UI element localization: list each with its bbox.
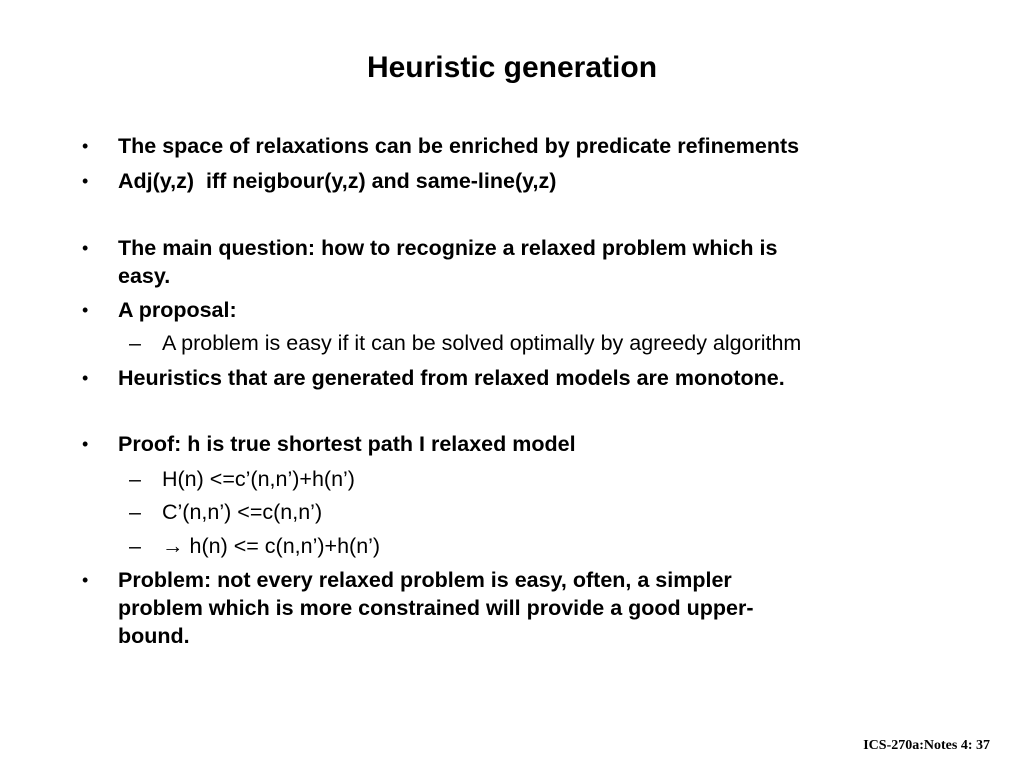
bullet-marker: • [82, 434, 89, 454]
bullet-text-continuation: bound. [118, 624, 190, 648]
bullet-text-continuation: easy. [118, 264, 171, 288]
slide-footer: ICS-270a:Notes 4: 37 [863, 738, 990, 753]
dash-marker: – [129, 331, 141, 355]
sub-bullet-text: h(n) <= c(n,n’)+h(n’) [189, 534, 381, 558]
bullet-text: A proposal: [118, 298, 237, 322]
sub-bullet-item [129, 329, 802, 357]
bullet-text: The main question: how to recognize a relaxed problem which is [118, 236, 778, 260]
bullet-marker: • [82, 171, 89, 191]
bullet-text: Proof: h is true shortest path I relaxed model [118, 432, 576, 456]
right-arrow-icon: → [162, 534, 184, 558]
bullet-text-continuation: problem which is more constrained will provide a good upper- [118, 596, 754, 620]
sub-bullet-text: A problem is easy if it can be solved optimally by agreedy algorithm [162, 331, 802, 355]
bullet-text: The space of relaxations can be enriched by predicate refinements [118, 134, 800, 158]
bullet-marker: • [82, 136, 89, 156]
bullet-item [82, 132, 800, 160]
sub-bullet-text: H(n) <=c’(n,n’)+h(n’) [162, 467, 355, 491]
sub-bullet-item [129, 532, 381, 560]
sub-bullet-item [129, 498, 323, 526]
bullet-item [82, 296, 237, 324]
bullet-item [82, 566, 732, 594]
bullet-text: Problem: not every relaxed problem is easy, often, a simpler [118, 568, 732, 592]
bullet-item [82, 234, 778, 262]
sub-bullet-item [129, 465, 355, 493]
bullet-item [82, 167, 557, 195]
slide-title: Heuristic generation [366, 51, 658, 84]
bullet-text: Heuristics that are generated from relaxed models are monotone. [118, 366, 785, 390]
dash-marker: – [129, 467, 141, 491]
bullet-item [82, 430, 576, 458]
bullet-marker: • [82, 238, 89, 258]
bullet-marker: • [82, 300, 89, 320]
bullet-marker: • [82, 570, 89, 590]
bullet-item [82, 364, 785, 392]
bullet-marker: • [82, 368, 89, 388]
sub-bullet-text: C’(n,n’) <=c(n,n’) [162, 500, 323, 524]
dash-marker: – [129, 500, 141, 524]
bullet-text: Adj(y,z) iff neigbour(y,z) and same-line(y,z) [118, 169, 557, 193]
dash-marker: – [129, 534, 141, 558]
